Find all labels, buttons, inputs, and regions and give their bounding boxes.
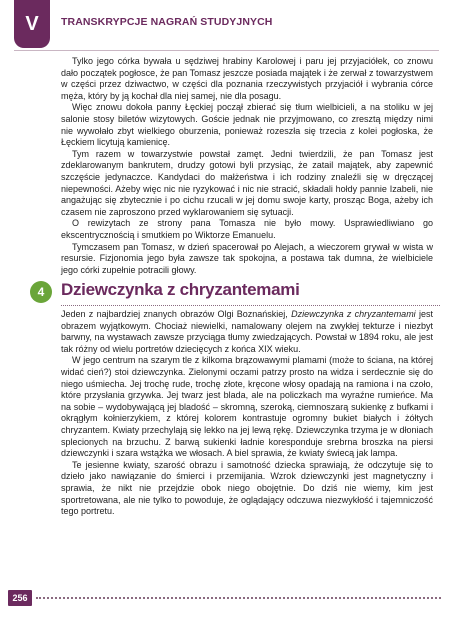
section-title: Dziewczynka z chryzantemami <box>61 280 300 299</box>
running-title: TRANSKRYPCJE NAGRAŃ STUDYJNYCH <box>61 16 273 28</box>
paragraph: Te jesienne kwiaty, szarość obrazu i samotność dziecka sprawiają, że odczytuje się to dzieło jako nawiązanie do śmierci i przemijania. Wzrok dziewczynki jest magnetyczny i sprawia, że nikt nie przejdzie obok niego obojętnie. Do dziś nie wiemy, kim jest sportretowana, ale nie tylko to powoduje, że oglądający odczuwa niezwykłość i tajemniczość tego portretu. <box>61 459 433 517</box>
page-number: 256 <box>8 590 32 606</box>
paragraph: W jego centrum na szarym tle z kilkoma brązowawymi plamami (może to ściana, na której widać cień?) stoi dziewczynka. Zielonymi oczami patrzy prosto na widza i serdecznie się do niego uśmiecha. Jej trochę rude, trochę złote, kręcone włosy opadają na ramiona i na czoło, które przysłania grzywka. Jej twarz jest blada, ale na policzkach ma wyraźne rumieńce. Ma na sobie – wydobywającą jej bladość – skromną, szeroką, ciemnoszarą sukienkę z bufkami i okrągłym kołnierzykiem, z której kolorem kontrastuje ogromny bukiet białych i żółtych chryzantem. Kwiaty przechylają się lekko na jej lewą rękę. Dziewczynka trzyma je w dłoniach splecionych na brzuchu. Z barwą sukienki ładnie koresponduje srebrna broszka na piersi dziewczynki i szara wstążka we włosach. A biel sprawia, że kwiaty świecą jak lampa. <box>61 355 433 459</box>
paragraph <box>61 309 433 355</box>
paragraph-rest: jest obrazem wyjątkowym. Chociaż niewielki, namalowany olejem na zwykłej tekturze i niezbyt barwny, na wystawach zawsze przyciąga tłumy zwiedzających. Powstał w 1894 roku, ale jest tak różny od wielu portretów dziecięcych z końca XIX wieku. <box>61 309 433 354</box>
section-heading <box>30 281 440 303</box>
artwork-title: Dziewczynka z chryzantemami <box>291 309 416 319</box>
header-divider <box>14 50 439 51</box>
text-block-2 <box>61 309 433 518</box>
footer-dotted-rule <box>36 597 441 599</box>
paragraph: Więc znowu dokoła panny Łęckiej począł zbierać się tłum wielbicieli, a na stoliku w jej salonie stosy biletów wizytowych. Goście jednak nie przyjmowano, co zresztą między nimi nie wywołało zbyt wielkiego oburzenia, ponieważ rozeszła się trzecia z kolei pogłoska, że Łęckiem licytują kamienicę. <box>61 102 433 148</box>
section-number-badge: 4 <box>30 281 52 303</box>
page-header <box>0 0 453 48</box>
chapter-tab: V <box>14 0 50 48</box>
text-block-1 <box>61 56 433 276</box>
paragraph: Tymczasem pan Tomasz, w dzień spacerował po Alejach, a wieczorem grywał w wista w resursie. Fizjonomia jego była zawsze tak spokojna, a postawa tak dumna, że wielbiciele jego córki zupełnie potracili głowy. <box>61 241 433 275</box>
paragraph: Tylko jego córka bywała u sędziwej hrabiny Karolowej i paru jej przyjaciółek, co znowu dało początek pogłosce, że pan Tomasz jeszcze posiada majątek i że zerwał z towarzystwem w części przez dziwactwo, w części dla poznania rzeczywistych przyjaciół i wybrania córce męża, który by ją kochał dla niej samej, nie dla posagu. <box>61 56 433 101</box>
paragraph: O rewizytach ze strony pana Tomasza nie było mowy. Usprawiedliwiano go ekscentrycznością i smutkiem po Wiktorze Emanuelu. <box>61 218 433 240</box>
section-divider <box>61 305 440 306</box>
paragraph: Tym razem w towarzystwie powstał zamęt. Jedni twierdzili, że pan Tomasz jest zdeklarowanym bankrutem, drudzy gotowi byli przysiąc, że zatail majątek, aby zapewnić szczęście jedynaczce. Kandydaci do małżeństwa i ich rodziny znaleźli się w dręczącej niepewności. Ażeby więc nic nie ryzykować i nic nie stracić, składali hołdy pannie Izabeli, nie angażując się zbytecznie i po cichu rzucali w jej domu swoje karty, prosząc Boga, ażeby ich czasem nie zaproszono przed wyklarowaniem się sytuacji. <box>61 148 433 217</box>
paragraph-lead: Jeden z najbardziej znanych obrazów Olgi Boznańskiej, <box>61 309 292 319</box>
